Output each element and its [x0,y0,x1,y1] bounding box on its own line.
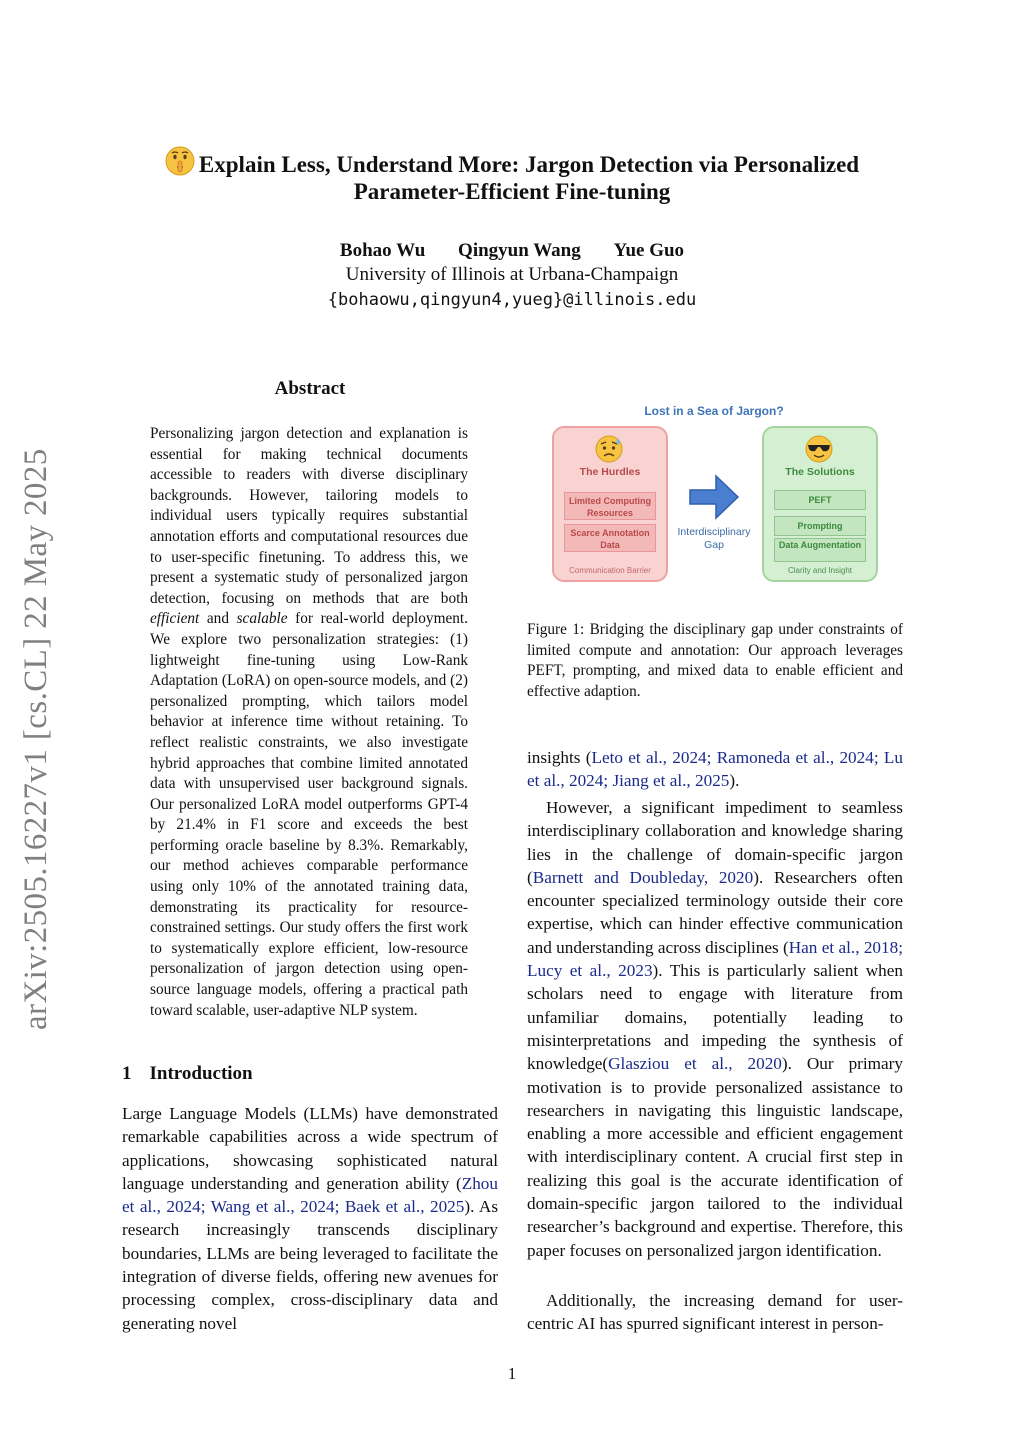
introduction-paragraph-2: However, a significant impediment to seamless interdisciplinary collaboration and knowledge sharing lies in the challenge of domain-specific jargon (Barnett and Doubleday, 2020). Researchers often encounter specialized terminology outside their core expertise, which can hinder effective communication and understanding across disciplines (Han et al., 2018; Lucy et al., 2023). This is particularly salient when scholars need to engage with literature from unfamiliar domains, potentially leading to misinterpretations and impeding the synthesis of knowledge(Glasziou et al., 2020). Our primary motivation is to provide personalized assistance to researchers in navigating this linguistic landscape, enabling a more accessible and efficient engagement with interdisciplinary content. A crucial first step in realizing this goal is the accurate identification of domain-specific jargon tailored to the individual researcher’s background and expertise. Therefore, this paper focuses on personalized jargon identification. [527,798,903,1260]
solutions-footer: Clarity and Insight [787,566,853,575]
hurdles-title: The Hurdles [579,466,641,478]
introduction-paragraph-3: Additionally, the increasing demand for user-centric AI has spurred significant interest in person- [527,1291,903,1334]
abstract-heading: Abstract [274,378,346,399]
author-list [0,240,1024,262]
author-name: Qingyun Wang [458,240,581,261]
citation-link[interactable]: Han et al., 2018 [788,937,899,957]
citation-link[interactable]: Jiang et al., 2025 [612,771,730,791]
citation-link[interactable]: Baek et al., 2025 [344,1197,465,1217]
citation-link[interactable]: Lucy et al., 2023 [527,961,653,981]
hurdles-footer: Communication Barrier [569,566,651,575]
paper-title [120,146,904,205]
right-arrow-icon [686,472,742,522]
author-email: {bohaowu,qingyun4,yueg}@illinois.edu [327,290,697,310]
emphasis: scalable [236,610,288,628]
title-line-2: Parameter-Efficient Fine-tuning [353,179,671,204]
hurdles-panel [552,426,668,582]
paragraph-continuation: insights (Leto et al., 2024; Ramoneda et al., 2024; Lu et al., 2024; Jiang et al., 2025). [527,748,903,791]
emphasis: efficient [150,610,200,628]
solutions-panel [762,426,878,582]
page-number: 1 [507,1364,517,1383]
solution-item: Data Augmentation [774,538,866,562]
abstract-body: Personalizing jargon detection and explanation is essential for making technical documents accessible to readers with diverse disciplinary backgrounds. However, tailoring models to individual users typically requires substantial annotation efforts and computational resources due to user-specific finetuning. To address this, we present a systematic study of personalized jargon detection, focusing on methods that are both efficient and scalable for real-world deployment. We explore two personalization strategies: (1) lightweight fine-tuning using Low-Rank Adaptation (LoRA) on open-source models, and (2) personalized prompting, which tailors model behavior at inference time without retaining. To reflect realistic constraints, we also investigate hybrid approaches that combine limited annotated data with unsupervised user background signals. Our personalized LoRA model outperforms GPT-4 by 21.4% in F1 score and exceeds the best performing oracle baseline by 8.3%. Remarkably, our method achieves comparable performance using only 10% of the annotated training data, demonstrating its practicality for resource-constrained settings. Our study offers the first work to systematically explore efficient, low-resource personalization of jargon detection using open-source language models, offering a practical path toward scalable, user-adaptive NLP system. [150,425,468,1019]
anxious-sweat-face-icon [594,434,624,464]
citation-link[interactable]: Leto et al., 2024 [591,748,707,767]
figure-title: Lost in a Sea of Jargon? [644,404,784,418]
solution-item: Prompting [774,516,866,536]
hurdle-item: Scarce Annotation Data [564,524,656,552]
citation-link[interactable]: Zhou et al., 2024 [122,1173,498,1217]
citation-link[interactable]: Barnett and Doubleday, 2020 [532,867,754,887]
solutions-title: The Solutions [785,466,855,478]
figure-caption: Figure 1: Bridging the disciplinary gap under constraints of limited compute and annotation: Our approach leverages PEFT, prompting, and mixed data to enable efficient and effective adaption. [527,621,903,700]
section-heading-introduction [122,1063,253,1085]
section-title: Introduction [149,1063,253,1084]
shushing-face-icon [165,146,195,176]
author-name: Bohao Wu [339,240,426,261]
sunglasses-face-icon [804,434,834,464]
solution-item: PEFT [774,490,866,510]
citation-link[interactable]: Glasziou et al., 2020 [608,1054,782,1074]
section-number: 1 [122,1063,132,1084]
figure-1 [548,400,880,590]
citation-link[interactable]: Wang et al., 2024 [210,1197,335,1217]
hurdle-item: Limited Computing Resources [564,492,656,520]
arxiv-identifier: arXiv:2505.16227v1 [cs.CL] 22 May 2025 [18,448,54,1030]
citation-link[interactable]: Ramoneda et al., 2024 [716,748,874,767]
title-line-1: Explain Less, Understand More: Jargon Detection via Personalized [198,152,860,177]
introduction-paragraph-1: Large Language Models (LLMs) have demonstrated remarkable capabilities across a wide spectrum of applications, showcasing sophisticated natural language understanding and generation ability (Zhou et al., 2024; Wang et al., 2024; Baek et al., 2025). As research increasingly transcends disciplinary boundaries, LLMs are being leveraged to facilitate the integration of diverse fields, offering new avenues for processing complex, cross-disciplinary data and generating novel [122,1104,499,1333]
gap-label: Interdisciplinary Gap [677,526,751,551]
citation-link[interactable]: Lu et al., 2024 [527,748,903,791]
affiliation: University of Illinois at Urbana-Champaign [345,264,679,285]
author-name: Yue Guo [613,240,685,261]
